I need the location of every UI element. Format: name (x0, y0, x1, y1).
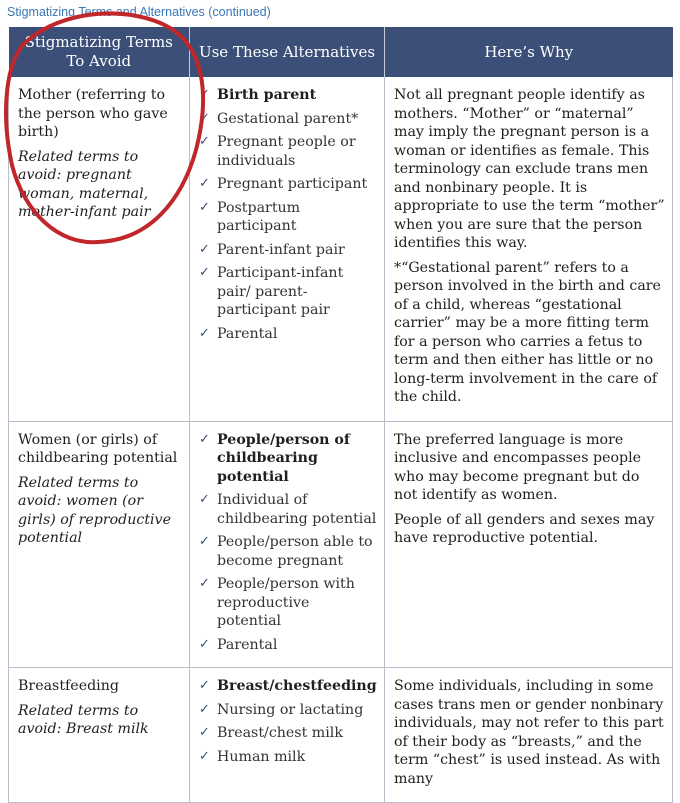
table-row (9, 668, 673, 803)
alternatives-cell (190, 668, 385, 803)
checkmark-icon: ✓ (199, 431, 210, 447)
related-terms (18, 474, 182, 548)
checkmark-icon: ✓ (199, 748, 210, 764)
alternative-item (199, 636, 377, 655)
alternative-item (199, 241, 377, 260)
explanation-cell (385, 668, 673, 803)
alternative-item (199, 175, 377, 194)
checkmark-icon: ✓ (199, 701, 210, 717)
alternative-item (199, 748, 377, 767)
related-terms-label: Related terms to avoid: (18, 148, 139, 183)
alternative-item (199, 110, 377, 129)
checkmark-icon: ✓ (199, 576, 210, 591)
checkmark-icon: ✓ (199, 241, 210, 257)
alternatives-list (199, 86, 377, 343)
checkmark-icon: ✓ (199, 199, 210, 215)
alternative-item (199, 701, 377, 720)
alternative-text: Breast/chestfeeding (217, 678, 377, 694)
alternative-item (199, 724, 377, 743)
explanation-paragraph: The preferred language is more inclusive and encompasses people who may become pregnant but do not identify as women. (394, 431, 642, 503)
alternative-text: Pregnant people or individuals (217, 134, 356, 169)
terms-table (8, 27, 673, 803)
alternative-text: People/person with reproductive potential (217, 576, 355, 629)
alternative-item (199, 86, 377, 105)
related-terms-label: Related terms to avoid: (18, 702, 139, 737)
checkmark-icon: ✓ (199, 110, 210, 126)
checkmark-icon: ✓ (199, 134, 210, 149)
alternative-item (199, 133, 377, 170)
checkmark-icon: ✓ (199, 534, 210, 549)
alternatives-list (199, 431, 377, 655)
explanation-paragraph: *“Gestational parent” refers to a person involved in the birth and care of a child, whereas “gestational carrier” may be a more fitting term for a person who carries a fetus to term and then either has little or no long-term involvement in the care of the child. (394, 259, 661, 405)
alternative-item (199, 264, 377, 320)
explanation-cell (385, 421, 673, 668)
related-terms (18, 702, 182, 739)
checkmark-icon: ✓ (199, 492, 210, 507)
alternatives-list (199, 677, 377, 766)
alternative-text: Pregnant participant (217, 176, 368, 192)
alternative-text: Individual of childbearing potential (217, 492, 377, 527)
alternative-text: Breast/chest milk (217, 725, 343, 741)
table-caption: Stigmatizing Terms and Alternatives (continued) (7, 5, 271, 19)
checkmark-icon: ✓ (199, 678, 210, 693)
related-terms-text: women (or girls) of reproductive potential (18, 493, 171, 546)
related-terms-text: Breast milk (65, 721, 149, 737)
header-terms-to-avoid: Stigmatizing Terms To Avoid (9, 27, 190, 77)
alternatives-cell (190, 77, 385, 421)
alternative-text: Parental (217, 636, 278, 653)
alternative-text: Parent-infant pair (217, 241, 345, 258)
related-terms-text: pregnant woman, maternal, mother-infant pair (18, 167, 151, 220)
alternative-text: Postpartum participant (217, 199, 301, 234)
alternative-text: Birth parent (217, 87, 317, 103)
table-header-row (9, 27, 673, 77)
term-title: Mother (referring to the person who gave birth) (18, 87, 168, 140)
alternative-item (199, 491, 377, 528)
term-title: Women (or girls) of childbearing potential (18, 431, 178, 466)
alternative-item (199, 431, 377, 487)
alternative-text: Nursing or lactating (217, 701, 364, 718)
alternative-item (199, 325, 377, 344)
alternative-text: People/person of childbearing potential (217, 431, 350, 485)
explanation-paragraph: Not all pregnant people identify as mothers. “Mother” or “maternal” may imply the pregnant person is a woman or identifies as female. This terminology can exclude trans men and nonbinary people. It is appropriate to use the term “mother” when you are sure that the person identifies this way. (394, 87, 665, 251)
checkmark-icon: ✓ (199, 176, 210, 191)
alternative-item (199, 199, 377, 236)
checkmark-icon: ✓ (199, 325, 210, 341)
header-alternatives: Use These Alternatives (190, 27, 385, 77)
related-terms (18, 148, 182, 222)
checkmark-icon: ✓ (199, 87, 210, 102)
alternative-text: Gestational parent* (217, 110, 359, 127)
term-cell (9, 77, 190, 421)
explanation-paragraph: Some individuals, including in some cases trans men or gender nonbinary individuals, may not refer to this part of their body as “breasts,” and the term “chest” is used instead. As with many (394, 678, 664, 787)
checkmark-icon: ✓ (199, 636, 210, 652)
term-cell (9, 421, 190, 668)
alternative-text: Human milk (217, 748, 306, 765)
alternative-text: Participant-infant pair/ parent-participant pair (217, 265, 344, 318)
alternative-item (199, 533, 377, 570)
checkmark-icon: ✓ (199, 265, 210, 280)
explanation-paragraph: People of all genders and sexes may have reproductive potential. (394, 511, 655, 546)
alternatives-cell (190, 421, 385, 668)
alternative-text: Parental (217, 325, 278, 342)
related-terms-label: Related terms to avoid: (18, 474, 139, 509)
alternative-text: People/person able to become pregnant (217, 534, 373, 569)
table-row (9, 421, 673, 668)
explanation-cell (385, 77, 673, 421)
header-heres-why: Here’s Why (385, 27, 673, 77)
checkmark-icon: ✓ (199, 725, 210, 740)
term-cell (9, 668, 190, 803)
term-title: Breastfeeding (18, 678, 119, 694)
table-row (9, 77, 673, 421)
alternative-item (199, 575, 377, 631)
